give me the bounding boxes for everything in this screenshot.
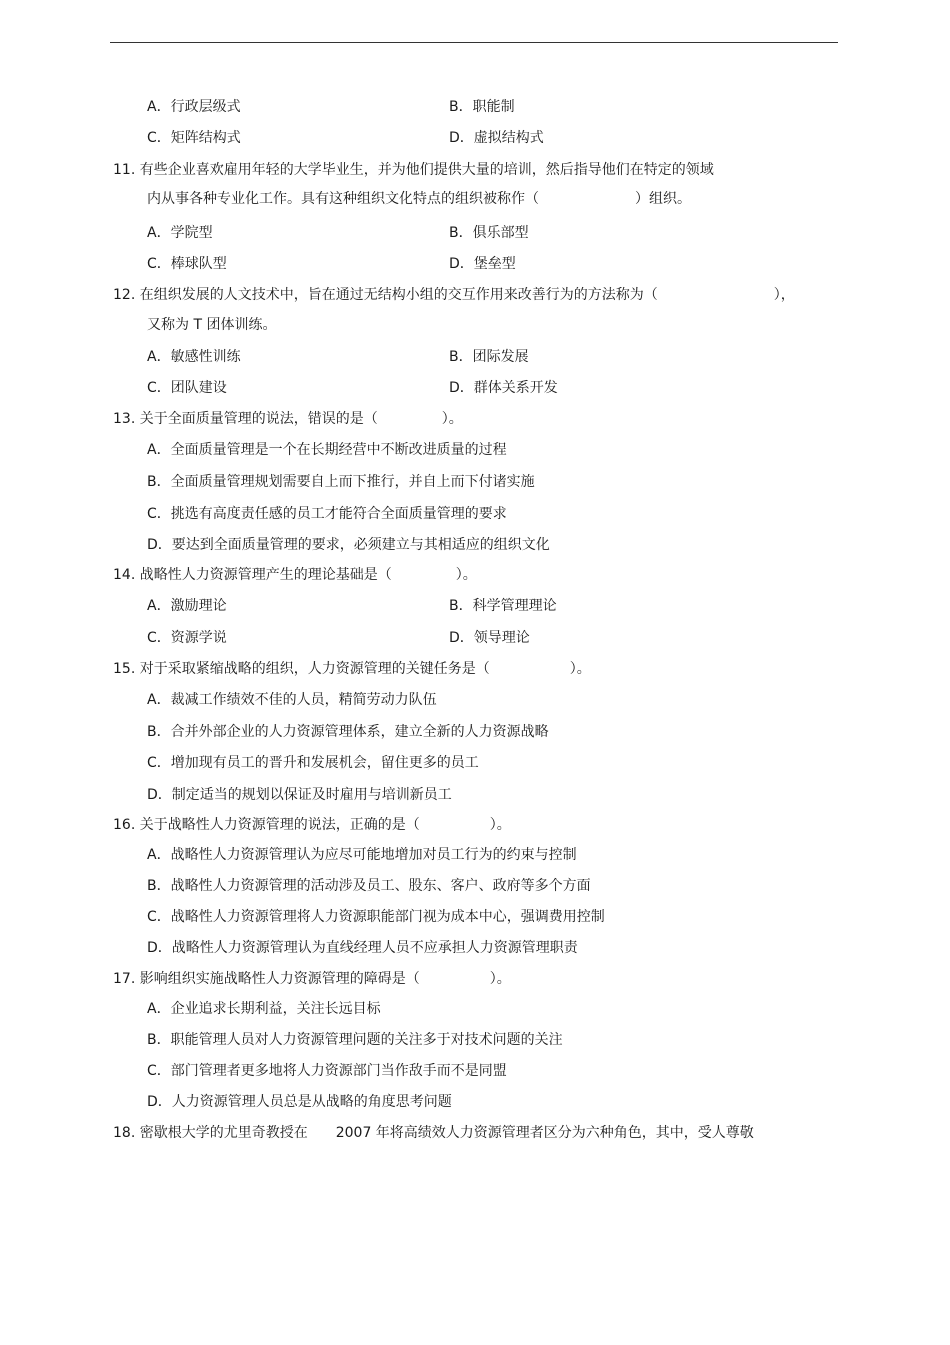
question-text-tail: ）。 (489, 971, 511, 987)
option-b: B．全面质量管理规划需要自上而下推行，并自上而下付诸实施 (147, 474, 535, 490)
option-c: C．挑选有高度责任感的员工才能符合全面质量管理的要求 (147, 506, 507, 522)
option-d: D．群体关系开发 (449, 380, 558, 396)
question-17 (113, 970, 511, 988)
question-text-tail: ）。 (569, 661, 591, 677)
option-d: D．要达到全面质量管理的要求，必须建立与其相适应的组织文化 (147, 537, 550, 553)
question-text-tail: ）， (773, 287, 795, 303)
option-b: B．团际发展 (449, 349, 529, 365)
question-18 (113, 1124, 754, 1142)
question-14 (113, 566, 477, 584)
question-text: 13. 关于全面质量管理的说法，错误的是（ (113, 411, 378, 427)
question-text: 16. 关于战略性人力资源管理的说法，正确的是（ (113, 817, 420, 833)
question-text: 12. 在组织发展的人文技术中，旨在通过无结构小组的交互作用来改善行为的方法称为（ (113, 287, 658, 303)
option-a: A．企业追求长期利益，关注长远目标 (147, 1001, 381, 1017)
question-11-cont (147, 190, 691, 208)
option-c: C．棒球队型 (147, 256, 227, 272)
question-text: 15. 对于采取紧缩战略的组织，人力资源管理的关键任务是（ (113, 661, 490, 677)
question-text: 17. 影响组织实施战略性人力资源管理的障碍是（ (113, 971, 420, 987)
question-text: 内从事各种专业化工作。具有这种组织文化特点的组织被称作（ (147, 191, 539, 207)
question-12-cont: 又称为 T 团体训练。 (147, 317, 277, 333)
option-a: A．裁减工作绩效不佳的人员，精简劳动力队伍 (147, 692, 437, 708)
option-c: C．团队建设 (147, 380, 227, 396)
option-a: A．全面质量管理是一个在长期经营中不断改进质量的过程 (147, 442, 507, 458)
question-text-tail: 2007 年将高绩效人力资源管理者区分为六种角色，其中，受人尊敬 (335, 1125, 754, 1141)
option-c: C．资源学说 (147, 630, 227, 646)
question-16 (113, 816, 511, 834)
option-d: D．制定适当的规划以保证及时雇用与培训新员工 (147, 787, 452, 803)
option-a: A．行政层级式 (147, 99, 241, 115)
option-c: C．部门管理者更多地将人力资源部门当作敌手而不是同盟 (147, 1063, 507, 1079)
option-b: B．战略性人力资源管理的活动涉及员工、股东、客户、政府等多个方面 (147, 878, 591, 894)
option-b: B．职能制 (449, 99, 515, 115)
question-13 (113, 410, 463, 428)
question-text: 18. 密歇根大学的尤里奇教授在 (113, 1125, 308, 1141)
question-text-tail: ）。 (441, 411, 463, 427)
option-b: B．职能管理人员对人力资源管理问题的关注多于对技术问题的关注 (147, 1032, 563, 1048)
question-text-tail: ）。 (489, 817, 511, 833)
option-a: A．激励理论 (147, 598, 227, 614)
option-d: D．虚拟结构式 (449, 130, 544, 146)
question-12 (113, 286, 795, 304)
option-d: D．领导理论 (449, 630, 530, 646)
option-b: B．俱乐部型 (449, 225, 529, 241)
question-11: 11. 有些企业喜欢雇用年轻的大学毕业生，并为他们提供大量的培训，然后指导他们在特定的领域 (113, 162, 714, 178)
option-c: C．增加现有员工的晋升和发展机会，留住更多的员工 (147, 755, 479, 771)
question-text: 14. 战略性人力资源管理产生的理论基础是（ (113, 567, 392, 583)
option-d: D．人力资源管理人员总是从战略的角度思考问题 (147, 1094, 452, 1110)
question-text-tail: ）。 (455, 567, 477, 583)
option-a: A．战略性人力资源管理认为应尽可能地增加对员工行为的约束与控制 (147, 847, 577, 863)
question-text-tail: ）组织。 (635, 191, 691, 207)
option-c: C．矩阵结构式 (147, 130, 241, 146)
option-c: C．战略性人力资源管理将人力资源职能部门视为成本中心，强调费用控制 (147, 909, 605, 925)
option-a: A．学院型 (147, 225, 213, 241)
option-d: D．战略性人力资源管理认为直线经理人员不应承担人力资源管理职责 (147, 940, 578, 956)
option-b: B．合并外部企业的人力资源管理体系，建立全新的人力资源战略 (147, 724, 549, 740)
option-b: B．科学管理理论 (449, 598, 557, 614)
question-15 (113, 660, 591, 678)
header-rule (110, 42, 838, 43)
option-d: D．堡垒型 (449, 256, 516, 272)
option-a: A．敏感性训练 (147, 349, 241, 365)
